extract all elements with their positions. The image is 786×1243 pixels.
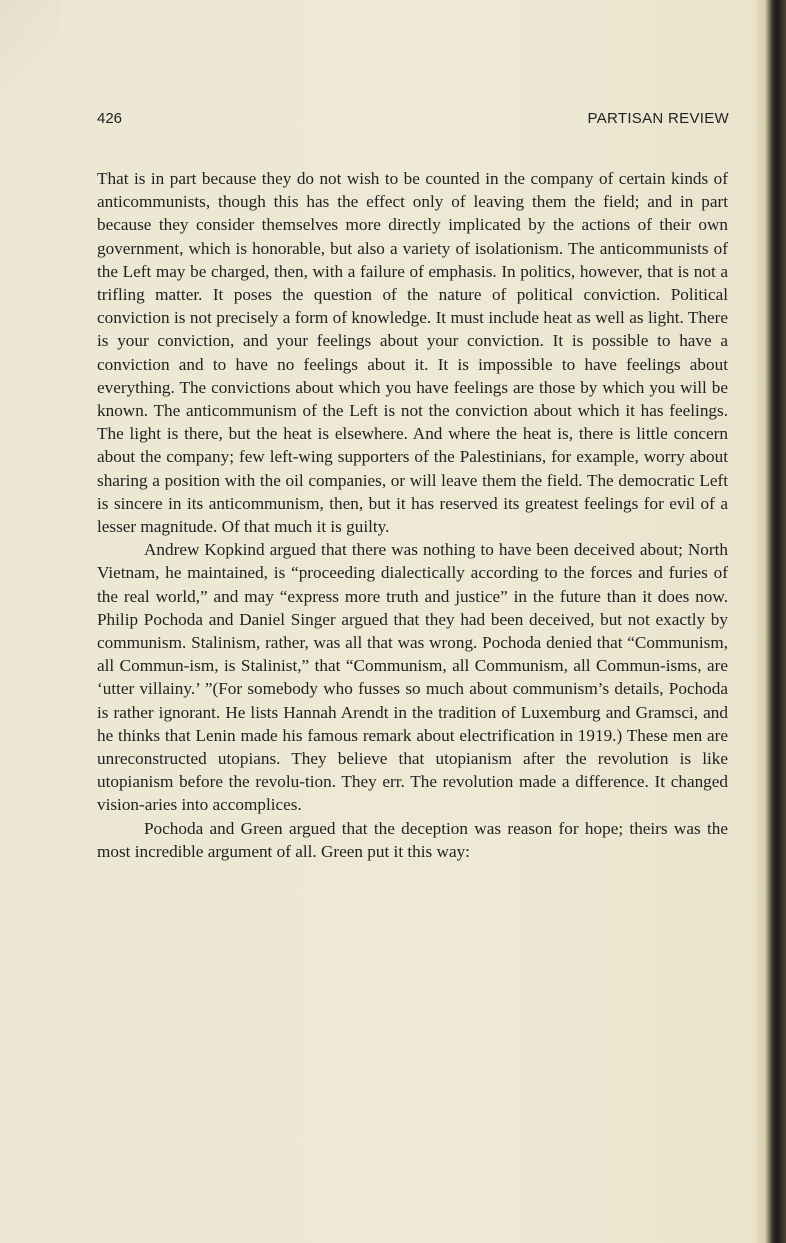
page-crease-shadow: [0, 0, 60, 140]
paragraph-2: Andrew Kopkind argued that there was nothing to have been deceived about; North Vietnam, he maintained, is “proceeding dialectically according to the forces and furies of the real world,” and may “express more truth and justice” in the future than it does now. Philip Pochoda and Daniel Singer argued that they had been deceived, but not exactly by communism. Stalinism, rather, was all that was wrong. Pochoda denied that “Communism, all Commun-ism, is Stalinist,” that “Communism, all Communism, all Commun-isms, are ‘utter villainy.’ ”(For somebody who fusses so much about communism’s details, Pochoda is rather ignorant. He lists Hannah Arendt in the tradition of Luxemburg and Gramsci, and he thinks that Lenin made his famous remark about electrification in 1919.) These men are unreconstructed utopians. They believe that utopianism after the revolution is like utopianism before the revolu-tion. They err. The revolution made a difference. It changed vision-aries into accomplices.: [97, 540, 728, 815]
paragraph-1: That is in part because they do not wish to be counted in the company of certain kinds of anticommunists, though this has the effect only of leaving them the field; and in part because they consider themselves more directly implicated by the actions of their own government, which is honorable, but also a variety of isolationism. The anticommunists of the Left may be charged, then, with a failure of emphasis. In politics, however, that is not a trifling matter. It poses the question of the nature of political conviction. Political conviction is not precisely a form of knowledge. It must include heat as well as light. There is your conviction, and your feelings about your conviction. It is possible to have a conviction and to have no feelings about it. It is impossible to have feelings about everything. The convictions about which you have feelings are those by which you will be known. The anticommunism of the Left is not the conviction about which it has feelings. The light is there, but the heat is elsewhere. And where the heat is, there is little concern about the company; few left-wing supporters of the Palestinians, for example, worry about sharing a position with the oil companies, or will leave them the field. The democratic Left is sincere in its anticommunism, then, but it has reserved its greatest feelings for evil of a lesser magnitude. Of that much it is guilty.: [97, 169, 728, 537]
running-head: PARTISAN REVIEW: [587, 110, 729, 127]
page-number: 426: [97, 110, 123, 127]
paragraph-3: Pochoda and Green argued that the deception was reason for hope; theirs was the most incredible argument of all. Green put it this way:: [97, 818, 728, 861]
body-text: [97, 167, 728, 863]
page-header: [97, 110, 729, 132]
book-spine-edge: [756, 0, 786, 1243]
